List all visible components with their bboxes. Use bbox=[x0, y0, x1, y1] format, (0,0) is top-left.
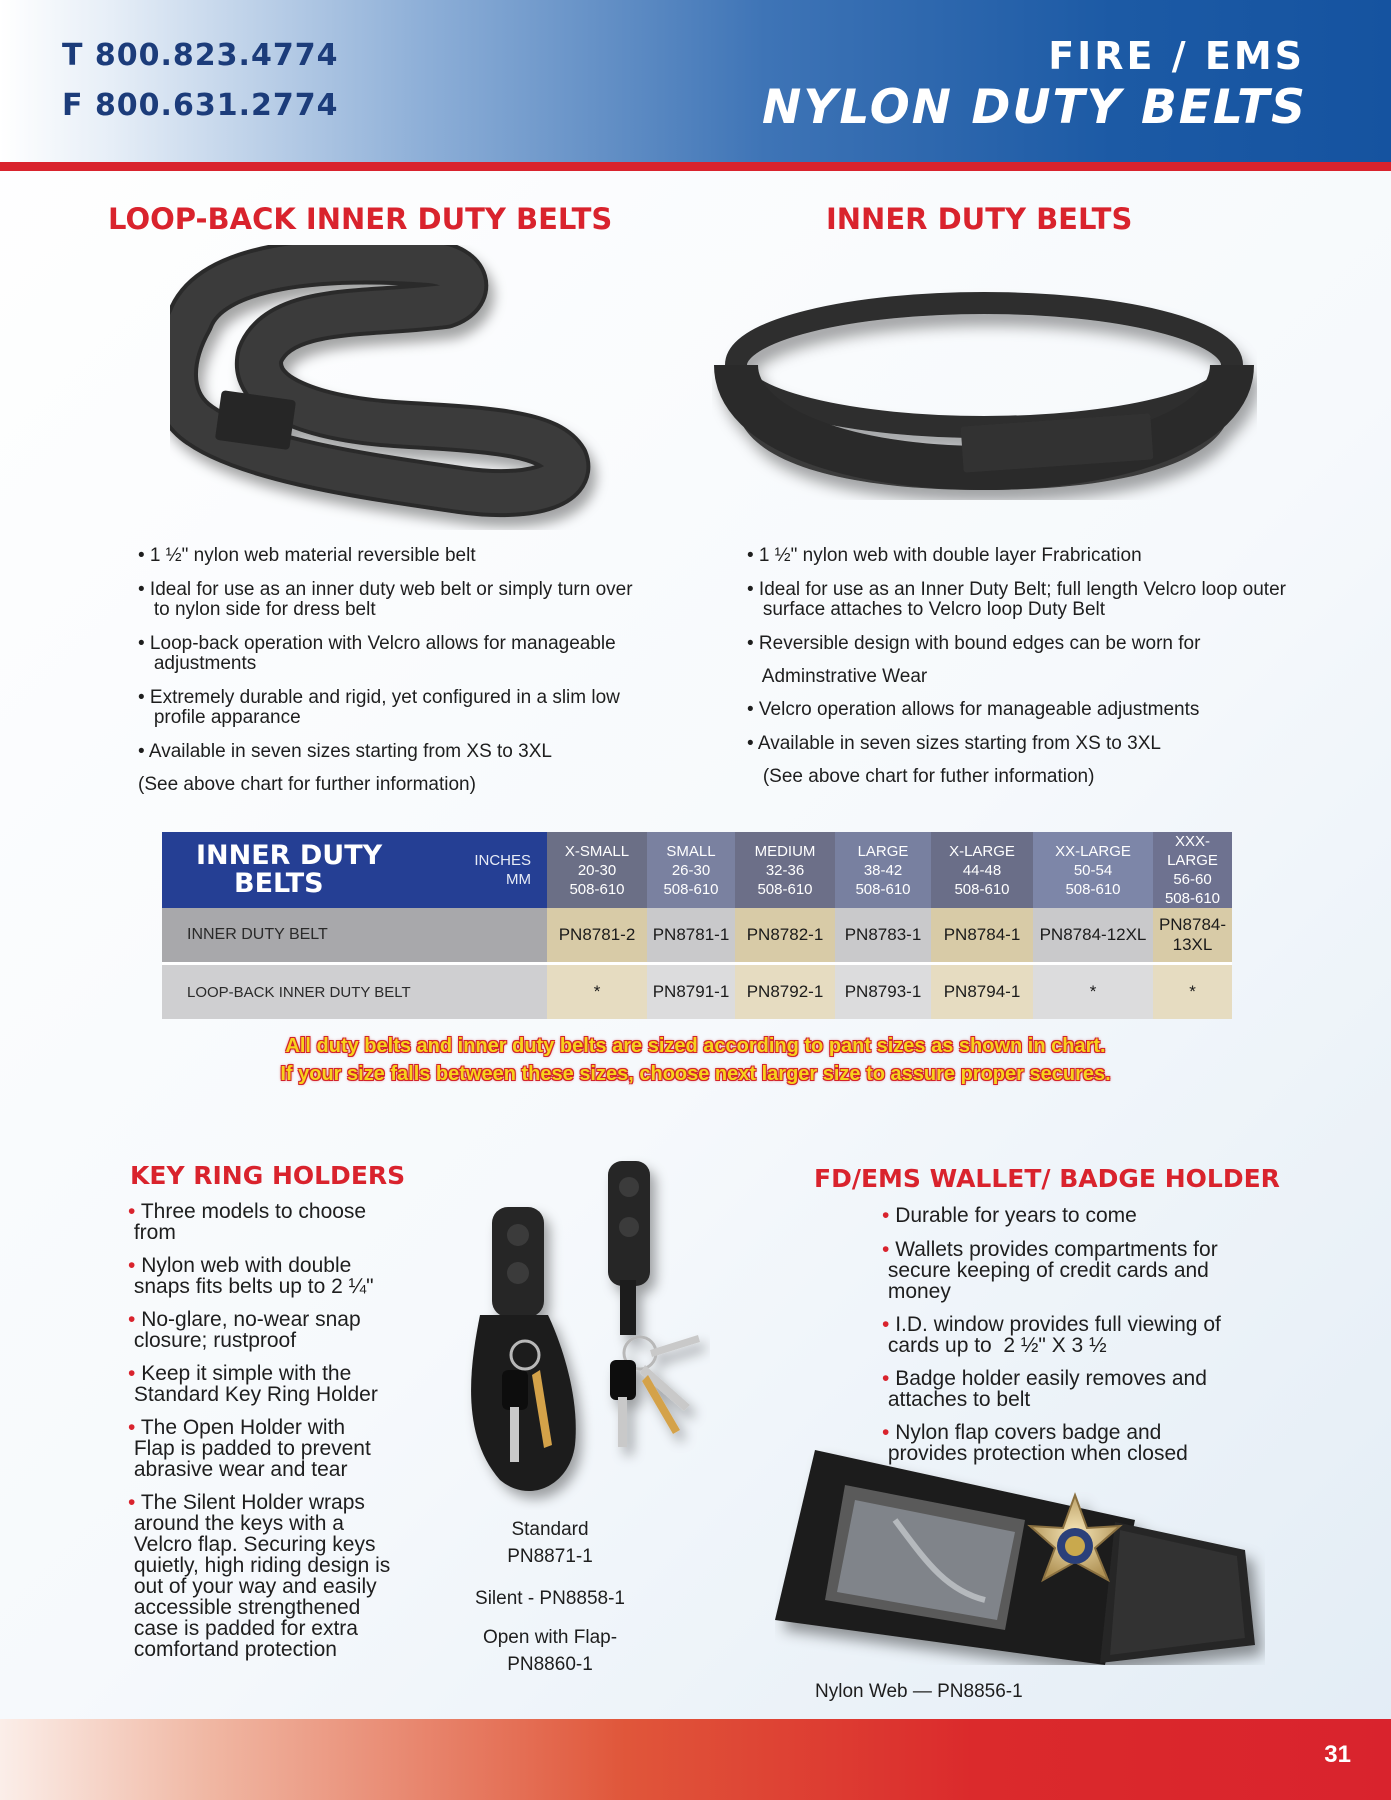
key-ring-features bbox=[128, 1201, 448, 1661]
feature-text: Wallets provides compartments for secure keeping of credit cards and money bbox=[887, 1238, 1218, 1303]
inner-belt-image bbox=[712, 270, 1257, 500]
inner-feature: • Reversible design with bound edges can be worn for bbox=[747, 633, 1201, 654]
wallet-features bbox=[882, 1205, 1302, 1475]
key-ring-title: KEY RING HOLDERS bbox=[130, 1161, 406, 1190]
size-mm: 508-610 bbox=[757, 880, 813, 898]
part-number-cell: PN8784-12XL bbox=[1033, 908, 1153, 964]
size-inches: 38-42 bbox=[863, 861, 903, 879]
feature-text: Nylon flap covers badge and provides protection when closed bbox=[887, 1421, 1188, 1465]
key-ring-caption: PN8860-1 bbox=[507, 1654, 593, 1675]
key-ring-feature bbox=[128, 1255, 374, 1297]
inner-belts-title: INNER DUTY BELTS bbox=[826, 202, 1133, 236]
sizing-notice-line: If your size falls between these sizes, choose next larger size to assure proper secures. bbox=[280, 1063, 1111, 1085]
part-number-cell: PN8784-1 bbox=[931, 908, 1033, 964]
size-column-header bbox=[735, 832, 835, 908]
size-chart-table bbox=[162, 832, 1232, 1019]
size-inches: 50-54 bbox=[1073, 861, 1113, 879]
inner-feature: (See above chart for futher information) bbox=[747, 766, 1095, 787]
table-row bbox=[162, 908, 1232, 964]
bullet-dot: • bbox=[882, 1313, 896, 1336]
table-title bbox=[162, 832, 451, 908]
bullet-dot: • bbox=[882, 1367, 896, 1390]
part-number-cell: PN8793-1 bbox=[835, 964, 931, 1020]
feature-text: I.D. window provides full viewing of cards up to 2 ½" X 3 ½ bbox=[887, 1313, 1221, 1357]
size-name: LARGE bbox=[857, 842, 909, 860]
feature-text: The Silent Holder wraps around the keys with a Velcro flap. Securing keys quietly, high riding design is out of your way and easily accessible strengthened case is padded for extra comfortand protection bbox=[133, 1491, 391, 1661]
feature-text: Nylon web with double snaps fits belts up to 2 ¼" bbox=[133, 1254, 374, 1298]
feature-text: The Open Holder with Flap is padded to prevent abrasive wear and tear bbox=[133, 1416, 371, 1481]
size-inches: 26-30 bbox=[671, 861, 711, 879]
bullet-dot: • bbox=[128, 1491, 141, 1514]
feature-text: Three models to choose from bbox=[133, 1200, 367, 1244]
loopback-feature: • Extremely durable and rigid, yet configured in a slim low profile apparance bbox=[138, 687, 620, 728]
table-row bbox=[162, 964, 1232, 1020]
row-label: LOOP-BACK INNER DUTY BELT bbox=[162, 964, 547, 1020]
size-mm: 508-610 bbox=[954, 880, 1010, 898]
wallet-feature bbox=[882, 1205, 1137, 1226]
loopback-belts-title: LOOP-BACK INNER DUTY BELTS bbox=[108, 202, 613, 236]
size-name: MEDIUM bbox=[754, 842, 816, 860]
part-number-cell: PN8781-2 bbox=[547, 908, 647, 964]
unit-mm: MM bbox=[506, 871, 531, 888]
size-inches: 44-48 bbox=[962, 861, 1002, 879]
phone-number: T 800.823.4774 bbox=[62, 38, 339, 73]
wallet-feature bbox=[882, 1368, 1207, 1410]
bullet-dot: • bbox=[128, 1200, 141, 1223]
size-column-header bbox=[1033, 832, 1153, 908]
size-column-header bbox=[547, 832, 647, 908]
header-divider bbox=[0, 162, 1391, 171]
loopback-feature: • 1 ½" nylon web material reversible belt bbox=[138, 545, 476, 566]
key-ring-holders-image bbox=[440, 1155, 710, 1510]
size-name: SMALL bbox=[666, 842, 716, 860]
part-number-cell: PN8792-1 bbox=[735, 964, 835, 1020]
unit-inches: INCHES bbox=[474, 852, 531, 869]
loopback-feature: • Ideal for use as an inner duty web belt or simply turn over to nylon side for dress belt bbox=[138, 579, 633, 620]
part-number-cell: PN8791-1 bbox=[647, 964, 735, 1020]
inner-feature: • Velcro operation allows for manageable adjustments bbox=[747, 699, 1200, 720]
wallet-title: FD/EMS WALLET/ BADGE HOLDER bbox=[814, 1164, 1280, 1193]
wallet-badge-holder-image bbox=[775, 1440, 1265, 1665]
size-column-header bbox=[931, 832, 1033, 908]
wallet-caption: Nylon Web — PN8856-1 bbox=[815, 1681, 1023, 1702]
key-ring-caption: Standard bbox=[511, 1519, 589, 1540]
bullet-dot: • bbox=[128, 1416, 141, 1439]
table-title-line: BELTS bbox=[234, 868, 324, 899]
part-number-cell: * bbox=[1153, 964, 1232, 1020]
size-mm: 508-610 bbox=[1065, 880, 1121, 898]
part-number-cell: PN8784-13XL bbox=[1153, 908, 1232, 964]
size-name: X-SMALL bbox=[564, 842, 630, 860]
feature-text: Keep it simple with the Standard Key Ring Holder bbox=[133, 1362, 378, 1406]
page-footer bbox=[0, 1719, 1391, 1800]
key-ring-feature bbox=[128, 1417, 371, 1480]
size-inches: 20-30 bbox=[577, 861, 617, 879]
loopback-belt-image bbox=[170, 245, 610, 530]
page-number: 31 bbox=[1324, 1741, 1351, 1768]
bullet-dot: • bbox=[128, 1308, 142, 1331]
feature-text: Badge holder easily removes and attaches to belt bbox=[887, 1367, 1207, 1411]
loopback-feature: • Loop-back operation with Velcro allows for manageable adjustments bbox=[138, 633, 616, 674]
bullet-dot: • bbox=[128, 1254, 142, 1277]
wallet-feature bbox=[882, 1239, 1218, 1302]
size-column-header bbox=[835, 832, 931, 908]
loopback-feature: • Available in seven sizes starting from XS to 3XL bbox=[138, 741, 552, 762]
part-number-cell: * bbox=[547, 964, 647, 1020]
key-ring-feature bbox=[128, 1309, 361, 1351]
bullet-dot: • bbox=[882, 1238, 896, 1261]
key-ring-feature bbox=[128, 1492, 390, 1660]
units-label bbox=[451, 832, 547, 908]
loopback-feature: (See above chart for further information) bbox=[138, 774, 476, 795]
category-label: FIRE / EMS bbox=[1048, 34, 1305, 78]
size-name: X-LARGE bbox=[949, 842, 1015, 860]
part-number-cell: PN8781-1 bbox=[647, 908, 735, 964]
size-mm: 508-610 bbox=[855, 880, 911, 898]
size-column-header bbox=[1153, 832, 1232, 908]
table-header-row bbox=[162, 832, 1232, 908]
part-number-cell: PN8794-1 bbox=[931, 964, 1033, 1020]
inner-feature: • 1 ½" nylon web with double layer Frabrication bbox=[747, 545, 1142, 566]
bullet-dot: • bbox=[882, 1421, 896, 1444]
feature-text: Durable for years to come bbox=[895, 1204, 1137, 1227]
feature-text: No-glare, no-wear snap closure; rustproof bbox=[133, 1308, 361, 1352]
row-label: INNER DUTY BELT bbox=[162, 908, 547, 964]
size-mm: 508-610 bbox=[569, 880, 625, 898]
key-ring-caption: Open with Flap- bbox=[482, 1627, 618, 1648]
size-column-header bbox=[647, 832, 735, 908]
part-number-cell: * bbox=[1033, 964, 1153, 1020]
part-number-cell: PN8782-1 bbox=[735, 908, 835, 964]
table-title-line: INNER DUTY bbox=[196, 840, 383, 871]
key-ring-feature bbox=[128, 1201, 366, 1243]
sizing-notice-line: All duty belts and inner duty belts are sized according to pant sizes as shown in chart. bbox=[285, 1035, 1106, 1057]
loopback-features bbox=[138, 546, 698, 796]
size-name: XXX-LARGE bbox=[1167, 833, 1218, 869]
size-inches: 32-36 bbox=[765, 861, 805, 879]
inner-features bbox=[747, 546, 1347, 796]
inner-feature: • Ideal for use as an Inner Duty Belt; full length Velcro loop outer surface attaches to Velcro loop Duty Belt bbox=[747, 579, 1286, 620]
size-inches: 56-60 bbox=[1173, 871, 1212, 888]
inner-feature: • Available in seven sizes starting from XS to 3XL bbox=[747, 733, 1161, 754]
key-ring-caption: Silent - PN8858-1 bbox=[475, 1588, 625, 1609]
bullet-dot: • bbox=[128, 1362, 142, 1385]
bullet-dot: • bbox=[882, 1204, 896, 1227]
wallet-feature bbox=[882, 1314, 1221, 1356]
part-number-cell: PN8783-1 bbox=[835, 908, 931, 964]
size-mm: 508-610 bbox=[663, 880, 719, 898]
page-title: NYLON DUTY BELTS bbox=[762, 80, 1307, 135]
fax-number: F 800.631.2774 bbox=[62, 88, 339, 123]
size-mm: 508-610 bbox=[1164, 890, 1221, 907]
inner-feature: Adminstrative Wear bbox=[747, 666, 928, 687]
size-name: XX-LARGE bbox=[1055, 842, 1131, 860]
key-ring-feature bbox=[128, 1363, 378, 1405]
key-ring-caption: PN8871-1 bbox=[507, 1546, 593, 1567]
